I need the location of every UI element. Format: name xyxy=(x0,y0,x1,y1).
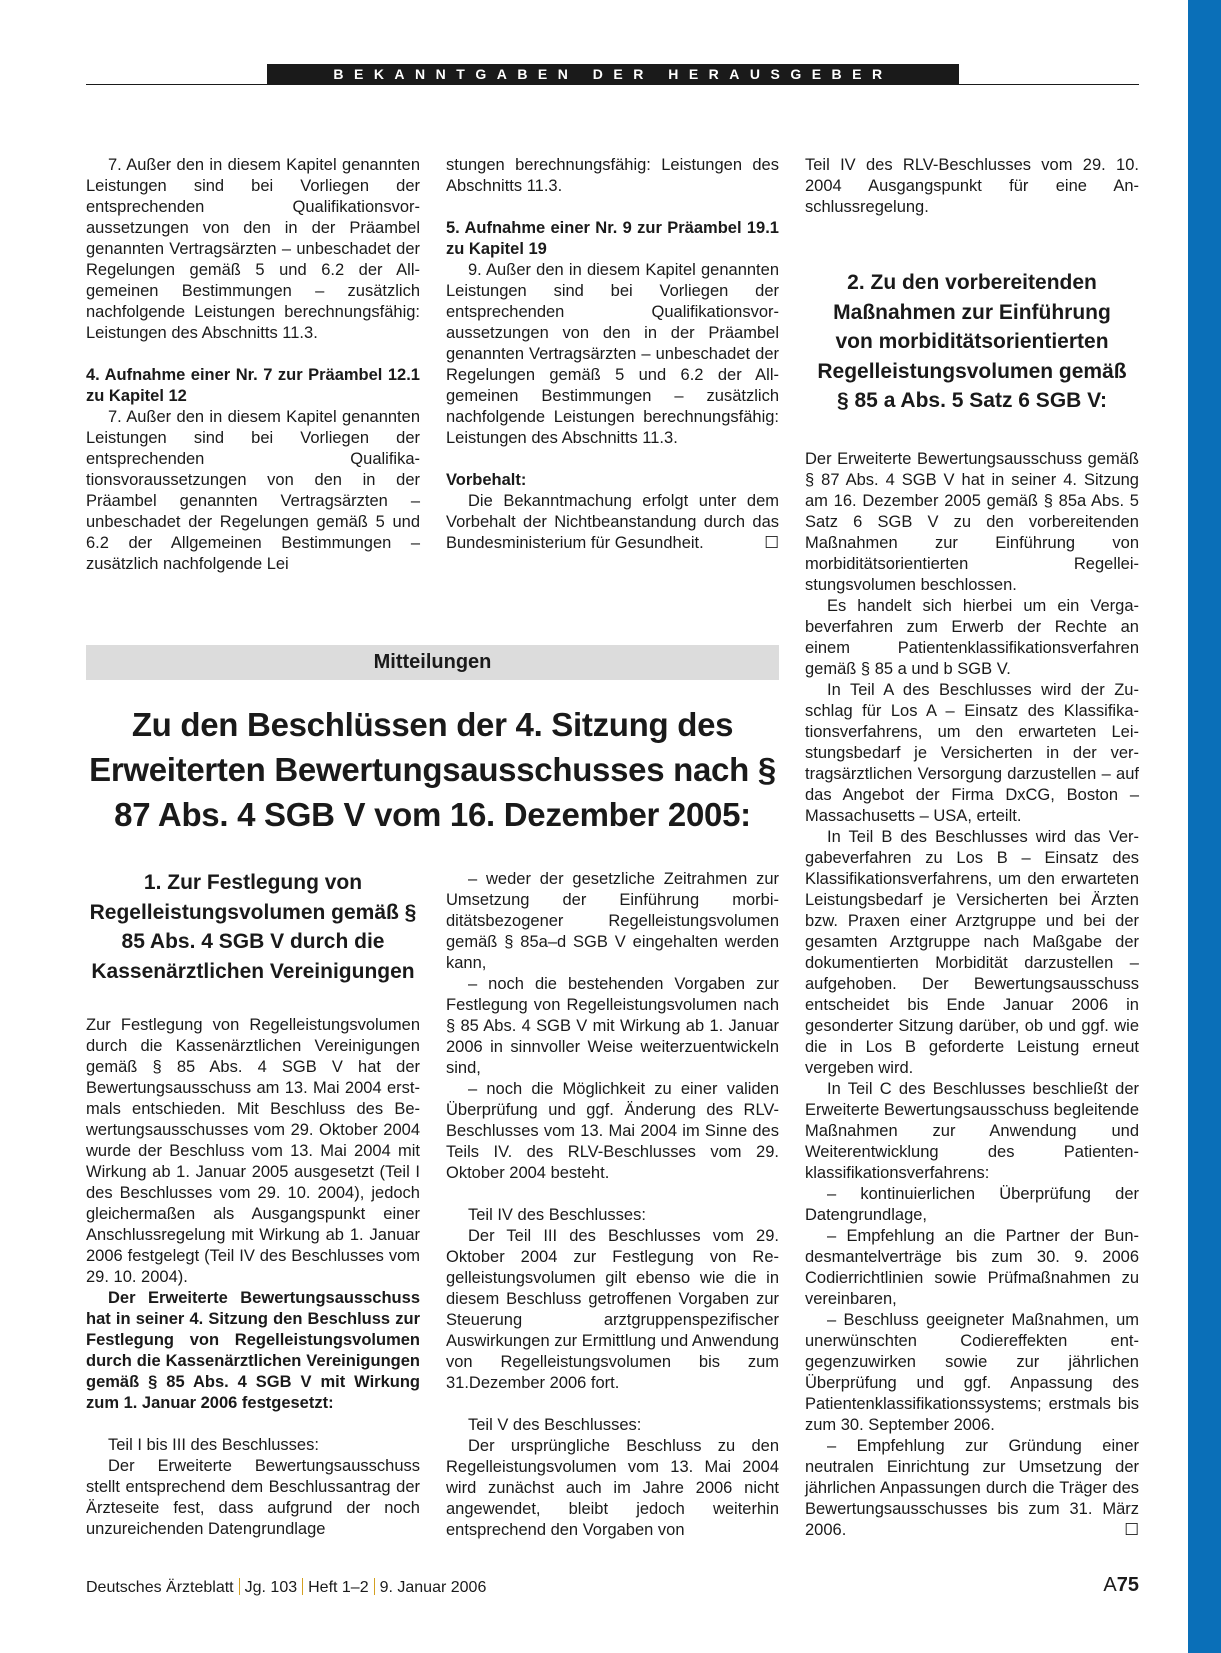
accent-strip xyxy=(1188,0,1221,1653)
reservation-label: Vorbehalt: xyxy=(446,471,527,489)
page-number-value: 75 xyxy=(1116,1574,1139,1596)
article-column-1 xyxy=(86,1015,420,1540)
paragraph: Es handelt sich hierbei um ein Vergabeverfahren zum Erwerb der Rechte an einem Patientenklassifikationsverfahren gemäß § 85 a und b SGB V. xyxy=(805,597,1139,678)
top-column-2 xyxy=(446,155,779,554)
paragraph: – Empfehlung zur Gründung einer neutralen Einrichtung zur Umsetzung der jährlichen Anpassungen durch die Träger des Bewertungsausschusses bis zum 31. März 2006. ☐ xyxy=(805,1437,1139,1539)
section-1-heading: 1. Zur Festlegung von Regelleistungsvolumen gemäß § 85 Abs. 4 SGB V durch die Kassenärztlichen Vereinigungen xyxy=(89,871,417,983)
section-2-body xyxy=(805,449,1139,1541)
category-bar xyxy=(86,645,779,680)
article-title: Zu den Beschlüssen der 4. Sitzung des Erweiterten Bewertungsausschusses nach § 87 Abs. 4 SGB V vom 16. Dezember 2005: xyxy=(89,706,776,833)
paragraph: 7. Außer den in diesem Kapitel genannten Leistungen sind bei Vorliegen der entsprechenden Qualifikationsvoraussetzungen von den in der Präambel genannten Vertragsärzten – unbeschadet der Regelungen gemäß 5 und 6.2 der Allgemeinen Bestimmungen – zusätzlich nachfolgende Leistungen berechnungsfähig: Leistungen des Abschnitts 11.3. xyxy=(86,156,420,342)
paragraph: – Beschluss geeigneter Maßnahmen, um unerwünschten Codiereffekten entgegenzuwirken sowie zur jährlichen Überprüfung und ggf. Anpassung des Patientenklassifikationssystems; erstmals bis zum 30. September 2006. xyxy=(805,1311,1139,1434)
item-heading: 4. Aufnahme einer Nr. 7 zur Präambel 12.1 zu Kapitel 12 xyxy=(86,366,420,405)
page-prefix: A xyxy=(1103,1574,1117,1596)
page-number xyxy=(1103,1574,1139,1597)
end-mark-icon: ☐ xyxy=(1124,1521,1139,1539)
issue-date: 9. Januar 2006 xyxy=(379,1579,487,1596)
paragraph: Der ursprüngliche Beschluss zu den Regelleistungsvolumen vom 13. Mai 2004 wird zunächst auch im Jahre 2006 nicht angewendet, bleibt jedoch weiterhin entsprechend den Vorgaben von xyxy=(446,1437,779,1539)
section-header-label: BEKANNTGABEN DER HERAUSGEBER xyxy=(333,66,893,82)
paragraph: 7. Außer den in diesem Kapitel genannten Leistungen sind bei Vorliegen der entsprechenden Qualifikationsvoraussetzungen von den in der Präambel genannten Vertragsärzten – unbeschadet der Regelungen gemäß 5 und 6.2 der Allgemeinen Bestimmungen – zusätzlich nachfolgende Lei xyxy=(86,408,420,573)
issue: Heft 1–2 xyxy=(308,1579,369,1596)
paragraph: stungen berechnungsfähig: Leistungen des Abschnitts 11.3. xyxy=(446,156,779,195)
paragraph: – Empfehlung an die Partner der Bundesmantelverträge bis zum 30. 9. 2006 Codierrichtlinien sowie Prüfmaßnahmen zu vereinbaren, xyxy=(805,1227,1139,1308)
paragraph: Der Erweiterte Bewertungsausschuss gemäß § 87 Abs. 4 SGB V hat in seiner 4. Sitzung am 16. Dezember 2005 gemäß § 85a Abs. 5 Satz 6 SGB V zu den vorbereitenden Maßnahmen zur Einführung von morbiditätsorientierten Regelleistungsvolumen beschlossen. xyxy=(805,450,1139,594)
paragraph: – noch die Möglichkeit zu einer validen Überprüfung und ggf. Änderung des RLV-Beschlusses vom 13. Mai 2004 im Sinne des Teils IV. des RLV-Beschlusses vom 29. Oktober 2004 besteht. xyxy=(446,1080,779,1182)
paragraph: – weder der gesetzliche Zeitrahmen zur Umsetzung der Einführung morbiditätsbezogener Regelleistungsvolumen gemäß § 85a–d SGB V eingehalten werden kann, xyxy=(446,870,779,972)
top-column-1 xyxy=(86,155,420,575)
reservation-text: Die Bekanntmachung erfolgt unter dem Vorbehalt der Nichtbeanstandung durch das Bundesministerium für Gesundheit. ☐ xyxy=(446,492,779,552)
header-rule xyxy=(86,84,1139,85)
section-header-bar xyxy=(267,64,959,84)
section-2-heading: 2. Zu den vorbereitenden Maßnahmen zur Einführung von morbiditätsorientierten Regelleistungsvolumen gemäß § 85 a Abs. 5 Satz 6 SGB V: xyxy=(817,271,1127,412)
paragraph: Teil I bis III des Beschlusses: xyxy=(108,1436,319,1454)
item-heading: 5. Aufnahme einer Nr. 9 zur Präambel 19.1 zu Kapitel 19 xyxy=(446,219,779,258)
paragraph: – noch die bestehenden Vorgaben zur Festlegung von Regelleistungsvolumen nach § 85 Abs. 4 SGB V mit Wirkung ab 1. Januar 2006 in sinnvoller Weise weiterzuentwickeln sind, xyxy=(446,975,779,1077)
volume: Jg. 103 xyxy=(244,1579,298,1596)
category-label: Mitteilungen xyxy=(373,651,492,673)
paragraph: In Teil B des Beschlusses wird das Vergabeverfahren zu Los B – Einsatz des Klassifikationsverfahrens, um den erwarteten Leistungsbedarf je Versicherten bei Ärzten bzw. Praxen einer Arztgruppe und bei der gesamten Arztgruppe nach Maßgabe der dokumentierten Morbidität darzustellen – aufgehoben. Der Bewertungsausschuss entscheidet bis Ende Januar 2006 in gesonderter Sitzung darüber, ob und ggf. wie die in Los B geforderte Leistung erneut vergeben wird. xyxy=(805,828,1139,1077)
paragraph: Zur Festlegung von Regelleistungsvolumen durch die Kassenärztlichen Vereinigungen gemäß § 85 Abs. 4 SGB V hat der Bewertungsausschuss am 13. Mai 2004 erstmals entschieden. Mit Beschluss des Bewertungsausschusses vom 29. Oktober 2004 wurde der Beschluss vom 13. Mai 2004 mit Wirkung ab 1. Januar 2005 ausgesetzt (Teil I des Beschlusses vom 29. 10. 2004), jedoch gleichermaßen als Ausgangspunkt einer Anschlussregelung mit Wirkung ab 1. Januar 2006 festgelegt (Teil IV des Beschlusses vom 29. 10. 2004). xyxy=(86,1016,420,1286)
paragraph: Teil V des Beschlusses: xyxy=(468,1416,642,1434)
paragraph: Der Erweiterte Bewertungsausschuss stellt entsprechend dem Beschlussantrag der Ärzteseite fest, dass aufgrund der noch unzureichenden Datengrundlage xyxy=(86,1457,420,1538)
paragraph: Teil IV des RLV-Beschlusses vom 29. 10. 2004 Ausgangspunkt für eine Anschlussregelung. xyxy=(805,156,1139,216)
journal-name: Deutsches Ärzteblatt xyxy=(86,1579,234,1596)
footer xyxy=(86,1578,486,1597)
top-column-3 xyxy=(805,155,1139,218)
paragraph: In Teil A des Beschlusses wird der Zuschlag für Los A – Einsatz des Klassifikationsverfahrens, um den erwarteten Leistungsbedarf je Versicherten in der vertragsärztlichen Versorgung darzustellen – auf das Angebot der Firma DxCG, Boston – Massachusetts – USA, erteilt. xyxy=(805,681,1139,825)
paragraph: In Teil C des Beschlusses beschließt der Erweiterte Bewertungsausschuss begleitende Maßnahmen zur Anwendung und Weiterentwicklung des Patientenklassifikationsverfahrens: xyxy=(805,1080,1139,1182)
paragraph: – kontinuierlichen Überprüfung der Datengrundlage, xyxy=(805,1185,1139,1224)
paragraph-bold: Der Erweiterte Bewertungsausschuss hat in seiner 4. Sitzung den Beschluss zur Festlegung von Regelleistungsvolumen durch die Kassenärztlichen Vereinigungen gemäß § 85 Abs. 4 SGB V mit Wirkung zum 1. Januar 2006 festgesetzt: xyxy=(86,1289,420,1412)
article-column-2 xyxy=(446,869,779,1541)
paragraph: 9. Außer den in diesem Kapitel genannten Leistungen sind bei Vorliegen der entsprechenden Qualifikationsvoraussetzungen von den in der Präambel genannten Vertragsärzten – unbeschadet der Regelungen gemäß 5 und 6.2 der Allgemeinen Bestimmungen – zusätzlich nachfolgende Leistungen berechnungsfähig: Leistungen des Abschnitts 11.3. xyxy=(446,261,779,447)
paragraph: Teil IV des Beschlusses: xyxy=(468,1206,646,1224)
end-mark-icon: ☐ xyxy=(764,534,779,552)
paragraph: Der Teil III des Beschlusses vom 29. Oktober 2004 zur Festlegung von Regelleistungsvolumen gilt ebenso wie die in diesem Beschluss getroffenen Vorgaben zur Steuerung arztgruppenspezifischer Auswirkungen zur Ermittlung und Anwendung von Regelleistungsvolumen bis zum 31.Dezember 2006 fort. xyxy=(446,1227,779,1392)
